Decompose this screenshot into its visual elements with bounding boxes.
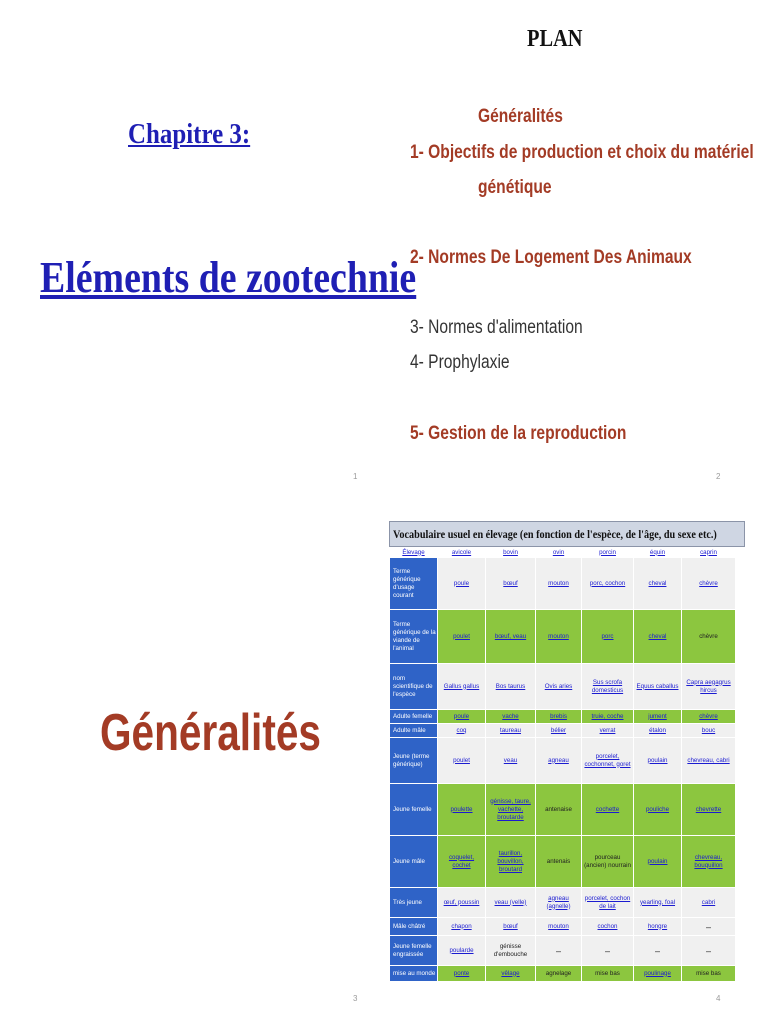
cell-link[interactable]: veau (velle): [494, 898, 527, 906]
column-header[interactable]: avicole: [438, 548, 486, 558]
chapter-title: Eléments de zootechnie: [40, 253, 417, 302]
column-header[interactable]: Élevage: [390, 548, 438, 558]
table-cell: [682, 936, 736, 966]
plan-item-1: 1- Objectifs de production et choix du matériel: [410, 142, 754, 163]
cell-link[interactable]: Ovis aries: [544, 682, 573, 690]
table-cell: [582, 966, 634, 982]
cell-link[interactable]: taurillon, bouvillon, broutard: [497, 849, 524, 873]
column-header[interactable]: porcin: [582, 548, 634, 558]
cell-text: –: [555, 945, 561, 956]
table-cell[interactable]: [438, 664, 486, 710]
table-header-row: [390, 548, 736, 558]
table-cell: [486, 936, 536, 966]
table-cell[interactable]: [438, 610, 486, 664]
generalites-title: Généralités: [100, 704, 321, 762]
page-number-3: 3: [353, 994, 358, 1003]
cell-link[interactable]: bœuf: [503, 922, 518, 930]
table-cell[interactable]: [582, 918, 634, 936]
table-cell[interactable]: [582, 738, 634, 784]
plan-item-5: 5- Gestion de la reproduction: [410, 423, 627, 444]
cell-link[interactable]: poulinage: [644, 969, 671, 977]
cell-link[interactable]: porcelet, cochon de lait: [584, 894, 631, 910]
cell-link[interactable]: poule: [453, 579, 470, 587]
vocabulary-table-panel: [389, 521, 745, 982]
table-cell[interactable]: [634, 784, 682, 836]
cell-link[interactable]: cochon: [597, 922, 618, 930]
table-cell[interactable]: [438, 836, 486, 888]
table-cell[interactable]: [536, 888, 582, 918]
cell-text: –: [654, 945, 660, 956]
table-cell[interactable]: [486, 836, 536, 888]
table-cell[interactable]: [682, 664, 736, 710]
cell-link[interactable]: porc, cochon: [589, 579, 626, 587]
cell-link[interactable]: Gallus gallus: [443, 682, 480, 690]
cell-link[interactable]: truie, coche: [591, 712, 624, 720]
table-row: [390, 724, 736, 738]
vocabulary-table: [389, 547, 736, 982]
column-header[interactable]: équin: [634, 548, 682, 558]
table-cell[interactable]: [536, 724, 582, 738]
table-cell: [536, 784, 582, 836]
table-cell[interactable]: [682, 724, 736, 738]
cell-link[interactable]: cabri: [701, 898, 716, 906]
cell-link[interactable]: bœuf, veau: [494, 632, 527, 640]
column-header[interactable]: caprin: [682, 548, 736, 558]
column-header[interactable]: bovin: [486, 548, 536, 558]
table-cell[interactable]: [438, 888, 486, 918]
table-cell[interactable]: [486, 610, 536, 664]
cell-link[interactable]: coquelet, cochet: [448, 853, 475, 869]
table-cell[interactable]: [682, 738, 736, 784]
plan-title: PLAN: [527, 26, 583, 52]
cell-text: antenaise: [545, 805, 572, 813]
cell-link[interactable]: Sus scrofa domesticus: [591, 678, 624, 694]
table-cell[interactable]: [634, 966, 682, 982]
row-label: Adulte femelle: [390, 710, 438, 724]
cell-link[interactable]: poularde: [449, 946, 474, 954]
table-cell[interactable]: [682, 710, 736, 724]
table-cell[interactable]: [438, 966, 486, 982]
cell-link[interactable]: génisse, taure, vachette, broutarde: [490, 797, 531, 821]
table-cell: [582, 836, 634, 888]
chapter-label: Chapitre 3:: [128, 118, 251, 150]
table-row: [390, 738, 736, 784]
table-cell[interactable]: [634, 710, 682, 724]
table-row: [390, 918, 736, 936]
cell-link[interactable]: Bos taurus: [495, 682, 526, 690]
table-cell[interactable]: [438, 558, 486, 610]
table-cell[interactable]: [582, 610, 634, 664]
cell-link[interactable]: chapon: [451, 922, 472, 930]
cell-link[interactable]: poulain: [647, 857, 668, 865]
cell-link[interactable]: Equus caballus: [636, 682, 679, 690]
cell-link[interactable]: chèvre: [699, 712, 718, 720]
table-cell[interactable]: [486, 918, 536, 936]
cell-text: mise bas: [696, 969, 721, 977]
cell-link[interactable]: mouton: [548, 579, 569, 587]
cell-link[interactable]: agneau: [548, 756, 569, 764]
cell-link[interactable]: porcelet, cochonnet, goret: [584, 752, 631, 768]
cell-link[interactable]: chevreau, cabri: [687, 756, 730, 764]
table-cell: [634, 936, 682, 966]
table-cell[interactable]: [438, 784, 486, 836]
table-cell[interactable]: [634, 738, 682, 784]
cell-link[interactable]: porc: [601, 632, 614, 640]
cell-link[interactable]: chèvre: [699, 579, 718, 587]
row-label: Terme générique de la viande de l'animal: [390, 610, 438, 664]
table-cell[interactable]: [536, 918, 582, 936]
table-cell: [682, 610, 736, 664]
table-row: [390, 966, 736, 982]
table-cell: [682, 966, 736, 982]
table-cell[interactable]: [682, 888, 736, 918]
plan-item-3: 3- Normes d'alimentation: [410, 317, 583, 338]
table-cell[interactable]: [582, 888, 634, 918]
cell-link[interactable]: cheval: [648, 579, 667, 587]
table-cell[interactable]: [634, 836, 682, 888]
cell-link[interactable]: yearling, foal: [639, 898, 676, 906]
row-label: Jeune femelle engraissée: [390, 936, 438, 966]
table-cell[interactable]: [634, 664, 682, 710]
cell-link[interactable]: œuf, poussin: [443, 898, 480, 906]
cell-text: chèvre: [699, 632, 718, 640]
table-cell[interactable]: [582, 558, 634, 610]
cell-link[interactable]: mouton: [548, 632, 569, 640]
table-cell[interactable]: [438, 738, 486, 784]
table-cell[interactable]: [682, 784, 736, 836]
page-number-4: 4: [716, 994, 721, 1003]
table-cell[interactable]: [536, 558, 582, 610]
table-cell[interactable]: [682, 836, 736, 888]
table-cell: [582, 936, 634, 966]
cell-link[interactable]: mouton: [548, 922, 569, 930]
table-row: [390, 610, 736, 664]
row-label: mise au monde: [390, 966, 438, 982]
table-cell[interactable]: [582, 784, 634, 836]
table-cell[interactable]: [486, 724, 536, 738]
vocabulary-table-title: Vocabulaire usuel en élevage (en fonction de l'espèce, de l'âge, du sexe etc.): [389, 521, 745, 547]
table-cell[interactable]: [486, 664, 536, 710]
cell-link[interactable]: chevrette: [695, 805, 722, 813]
cell-link[interactable]: poulet: [453, 756, 470, 764]
page-number-2: 2: [716, 472, 721, 481]
table-cell[interactable]: [486, 784, 536, 836]
cell-link[interactable]: poulette: [450, 805, 473, 813]
row-label: nom scientifique de l'espèce: [390, 664, 438, 710]
table-cell[interactable]: [634, 918, 682, 936]
table-cell[interactable]: [486, 888, 536, 918]
cell-text: –: [705, 945, 711, 956]
table-cell: [536, 966, 582, 982]
table-row: [390, 888, 736, 918]
cell-link[interactable]: verrat: [599, 726, 616, 734]
table-cell[interactable]: [634, 558, 682, 610]
cell-link[interactable]: ponte: [453, 969, 470, 977]
table-cell: [536, 836, 582, 888]
row-label: Jeune femelle: [390, 784, 438, 836]
cell-link[interactable]: coq: [456, 726, 467, 734]
table-cell[interactable]: [634, 610, 682, 664]
table-cell[interactable]: [582, 710, 634, 724]
cell-link[interactable]: veau: [503, 756, 518, 764]
table-cell[interactable]: [438, 918, 486, 936]
row-label: Très jeune: [390, 888, 438, 918]
cell-link[interactable]: pouliche: [645, 805, 670, 813]
cell-link[interactable]: bélier: [550, 726, 567, 734]
cell-link[interactable]: hongre: [647, 922, 668, 930]
cell-text: génisse d'embouche: [493, 942, 528, 958]
column-header[interactable]: ovin: [536, 548, 582, 558]
cell-link[interactable]: poulain: [647, 756, 668, 764]
table-cell[interactable]: [438, 724, 486, 738]
plan-item-2: 2- Normes De Logement Des Animaux: [410, 247, 692, 268]
row-label: Jeune (terme générique): [390, 738, 438, 784]
row-label: Adulte mâle: [390, 724, 438, 738]
cell-link[interactable]: cheval: [648, 632, 667, 640]
cell-text: mise bas: [595, 969, 620, 977]
row-label: Mâle châtré: [390, 918, 438, 936]
table-cell[interactable]: [486, 738, 536, 784]
cell-link[interactable]: cochette: [595, 805, 620, 813]
table-cell[interactable]: [536, 710, 582, 724]
cell-link[interactable]: chevreau, bouquillon: [694, 853, 723, 869]
cell-text: –: [604, 945, 610, 956]
table-cell[interactable]: [438, 936, 486, 966]
cell-link[interactable]: brebis: [550, 712, 567, 720]
cell-link[interactable]: bœuf: [503, 579, 518, 587]
table-cell[interactable]: [486, 710, 536, 724]
table-cell[interactable]: [582, 664, 634, 710]
cell-text: pourceau (ancien) nourrain: [584, 853, 631, 869]
table-row: [390, 558, 736, 610]
cell-link[interactable]: vêlage: [501, 969, 520, 977]
plan-item-1-cont: génétique: [478, 177, 552, 198]
table-row: [390, 784, 736, 836]
table-cell: [682, 918, 736, 936]
plan-item-4: 4- Prophylaxie: [410, 352, 510, 373]
cell-link[interactable]: agneau (agnelle): [546, 894, 571, 910]
cell-link[interactable]: poulet: [453, 632, 470, 640]
cell-link[interactable]: jument: [648, 712, 667, 720]
row-label: Terme générique d'usage courant: [390, 558, 438, 610]
cell-link[interactable]: taureau: [500, 726, 521, 734]
cell-text: antenais: [546, 857, 571, 865]
table-cell[interactable]: [634, 724, 682, 738]
row-label: Jeune mâle: [390, 836, 438, 888]
cell-link[interactable]: bouc: [701, 726, 716, 734]
table-row: [390, 936, 736, 966]
cell-text: –: [705, 921, 711, 932]
cell-link[interactable]: poule: [453, 712, 470, 720]
table-cell[interactable]: [682, 558, 736, 610]
table-cell[interactable]: [582, 724, 634, 738]
plan-item-generalites: Généralités: [478, 106, 563, 127]
table-cell[interactable]: [536, 610, 582, 664]
table-row: [390, 710, 736, 724]
table-cell[interactable]: [536, 664, 582, 710]
table-cell[interactable]: [438, 710, 486, 724]
table-cell[interactable]: [486, 966, 536, 982]
table-cell[interactable]: [486, 558, 536, 610]
cell-text: agnelage: [545, 969, 572, 977]
table-cell[interactable]: [634, 888, 682, 918]
table-row: [390, 664, 736, 710]
page-number-1: 1: [353, 472, 358, 481]
table-row: [390, 836, 736, 888]
cell-link[interactable]: Capra aegagrus hircus: [686, 678, 731, 694]
cell-link[interactable]: vache: [502, 712, 519, 720]
cell-link[interactable]: étalon: [649, 726, 666, 734]
table-cell: [536, 936, 582, 966]
table-cell[interactable]: [536, 738, 582, 784]
